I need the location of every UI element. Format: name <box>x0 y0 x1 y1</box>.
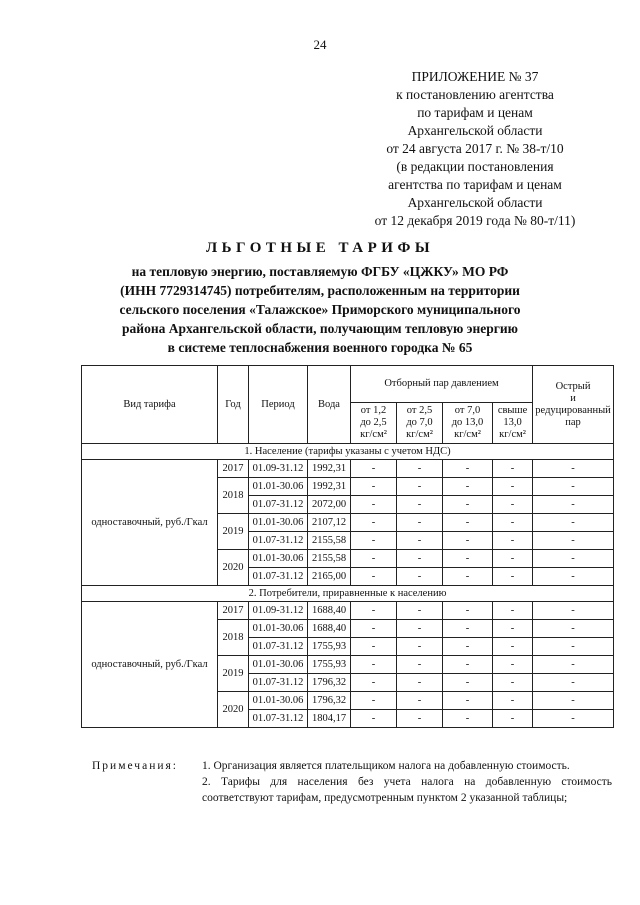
subtitle-line: сельского поселения «Талажское» Приморского муниципального <box>119 302 521 317</box>
water-tariff-cell: 2155,58 <box>308 532 351 550</box>
empty-tariff-cell: - <box>397 656 443 674</box>
empty-tariff-cell: - <box>533 674 614 692</box>
header-line: кг/см² <box>360 429 387 440</box>
appendix-line: (в редакции постановления <box>396 159 554 174</box>
note-item: 1. Организация является плательщиком налога на добавленную стоимость. <box>202 760 570 772</box>
water-tariff-cell: 1688,40 <box>308 620 351 638</box>
header-line: кг/см² <box>454 429 481 440</box>
period-cell: 01.07-31.12 <box>249 532 308 550</box>
water-tariff-cell: 1992,31 <box>308 460 351 478</box>
empty-tariff-cell: - <box>533 550 614 568</box>
period-cell: 01.01-30.06 <box>249 478 308 496</box>
period-cell: 01.01-30.06 <box>249 514 308 532</box>
empty-tariff-cell: - <box>351 514 397 532</box>
empty-tariff-cell: - <box>351 656 397 674</box>
header-sharp-line: и <box>570 392 576 404</box>
water-tariff-cell: 1992,31 <box>308 478 351 496</box>
empty-tariff-cell: - <box>493 478 533 496</box>
document-title: ЛЬГОТНЫЕ ТАРИФЫ <box>205 240 435 256</box>
section-title: 1. Население (тарифы указаны с учетом НДС) <box>82 444 614 460</box>
tariff-type-cell: одноставочный, руб./Гкал <box>82 460 218 586</box>
empty-tariff-cell: - <box>397 602 443 620</box>
year-cell: 2017 <box>218 460 249 478</box>
empty-tariff-cell: - <box>443 514 493 532</box>
empty-tariff-cell: - <box>397 496 443 514</box>
empty-tariff-cell: - <box>351 568 397 586</box>
header-line: до 2,5 <box>360 417 387 428</box>
header-line: от 1,2 <box>360 405 387 416</box>
empty-tariff-cell: - <box>351 550 397 568</box>
empty-tariff-cell: - <box>493 496 533 514</box>
empty-tariff-cell: - <box>397 532 443 550</box>
appendix-line: от 12 декабря 2019 года № 80-т/11) <box>374 213 576 228</box>
header-year: Год <box>218 366 249 444</box>
header-line: от 2,5 <box>406 405 433 416</box>
empty-tariff-cell: - <box>533 478 614 496</box>
appendix-line: агентства по тарифам и ценам <box>388 177 562 192</box>
period-cell: 01.01-30.06 <box>249 620 308 638</box>
period-cell: 01.07-31.12 <box>249 496 308 514</box>
empty-tariff-cell: - <box>493 656 533 674</box>
empty-tariff-cell: - <box>493 550 533 568</box>
empty-tariff-cell: - <box>533 496 614 514</box>
empty-tariff-cell: - <box>533 532 614 550</box>
section-title: 2. Потребители, приравненные к населению <box>82 586 614 602</box>
empty-tariff-cell: - <box>351 602 397 620</box>
subtitle-line: (ИНН 7729314745) потребителям, расположенным на территории <box>120 283 520 298</box>
header-line: до 7,0 <box>406 417 433 428</box>
year-cell: 2020 <box>218 692 249 728</box>
water-tariff-cell: 2165,00 <box>308 568 351 586</box>
empty-tariff-cell: - <box>397 674 443 692</box>
tariff-type-cell: одноставочный, руб./Гкал <box>82 602 218 728</box>
empty-tariff-cell: - <box>533 656 614 674</box>
empty-tariff-cell: - <box>443 568 493 586</box>
empty-tariff-cell: - <box>397 514 443 532</box>
empty-tariff-cell: - <box>397 478 443 496</box>
period-cell: 01.01-30.06 <box>249 656 308 674</box>
subtitle-line: на тепловую энергию, поставляемую ФГБУ «ЦЖКУ» МО РФ <box>131 264 509 279</box>
empty-tariff-cell: - <box>351 478 397 496</box>
period-cell: 01.07-31.12 <box>249 674 308 692</box>
year-cell: 2019 <box>218 656 249 692</box>
empty-tariff-cell: - <box>397 568 443 586</box>
header-tariff-type: Вид тарифа <box>82 366 218 444</box>
empty-tariff-cell: - <box>443 638 493 656</box>
year-cell: 2020 <box>218 550 249 586</box>
period-cell: 01.07-31.12 <box>249 638 308 656</box>
notes-block <box>92 758 612 806</box>
year-cell: 2018 <box>218 478 249 514</box>
empty-tariff-cell: - <box>493 638 533 656</box>
water-tariff-cell: 1804,17 <box>308 710 351 728</box>
empty-tariff-cell: - <box>493 514 533 532</box>
empty-tariff-cell: - <box>351 692 397 710</box>
document-subtitle <box>80 262 560 357</box>
empty-tariff-cell: - <box>443 602 493 620</box>
note-item: 2. Тарифы для населения без учета налога на добавленную стоимость соответствуют тарифам, предусмотренным пунктом 2 указанной таблицы; <box>202 776 612 804</box>
empty-tariff-cell: - <box>533 602 614 620</box>
water-tariff-cell: 2072,00 <box>308 496 351 514</box>
water-tariff-cell: 1796,32 <box>308 692 351 710</box>
period-cell: 01.07-31.12 <box>249 710 308 728</box>
period-cell: 01.01-30.06 <box>249 692 308 710</box>
empty-tariff-cell: - <box>397 692 443 710</box>
empty-tariff-cell: - <box>443 710 493 728</box>
empty-tariff-cell: - <box>351 638 397 656</box>
water-tariff-cell: 1755,93 <box>308 656 351 674</box>
year-cell: 2019 <box>218 514 249 550</box>
header-water: Вода <box>308 366 351 444</box>
empty-tariff-cell: - <box>443 460 493 478</box>
header-sharp-line: пар <box>565 416 581 428</box>
appendix-line: Архангельской области <box>407 123 543 138</box>
empty-tariff-cell: - <box>443 656 493 674</box>
empty-tariff-cell: - <box>351 620 397 638</box>
header-line: 13,0 <box>503 417 522 428</box>
header-line: от 7,0 <box>454 405 481 416</box>
period-cell: 01.09-31.12 <box>249 602 308 620</box>
empty-tariff-cell: - <box>351 674 397 692</box>
period-cell: 01.01-30.06 <box>249 550 308 568</box>
appendix-line: к постановлению агентства <box>396 87 554 102</box>
empty-tariff-cell: - <box>493 710 533 728</box>
empty-tariff-cell: - <box>493 692 533 710</box>
empty-tariff-cell: - <box>493 602 533 620</box>
tariff-table <box>81 365 614 728</box>
header-period: Период <box>249 366 308 444</box>
water-tariff-cell: 2107,12 <box>308 514 351 532</box>
empty-tariff-cell: - <box>443 478 493 496</box>
appendix-line: от 24 августа 2017 г. № 38-т/10 <box>386 141 564 156</box>
empty-tariff-cell: - <box>533 460 614 478</box>
header-sharp-line: редуцированный <box>535 404 611 416</box>
header-steam-col <box>443 403 493 444</box>
empty-tariff-cell: - <box>351 496 397 514</box>
empty-tariff-cell: - <box>351 460 397 478</box>
empty-tariff-cell: - <box>397 550 443 568</box>
empty-tariff-cell: - <box>533 710 614 728</box>
empty-tariff-cell: - <box>443 550 493 568</box>
water-tariff-cell: 1796,32 <box>308 674 351 692</box>
empty-tariff-cell: - <box>533 620 614 638</box>
empty-tariff-cell: - <box>351 532 397 550</box>
empty-tariff-cell: - <box>397 710 443 728</box>
header-line: до 13,0 <box>451 417 484 428</box>
empty-tariff-cell: - <box>443 620 493 638</box>
header-line: кг/см² <box>499 429 526 440</box>
header-sharp-line: Острый <box>555 380 591 392</box>
header-sharp-steam <box>533 366 614 444</box>
empty-tariff-cell: - <box>493 674 533 692</box>
empty-tariff-cell: - <box>493 620 533 638</box>
empty-tariff-cell: - <box>443 496 493 514</box>
empty-tariff-cell: - <box>493 568 533 586</box>
year-cell: 2018 <box>218 620 249 656</box>
header-steam-group: Отборный пар давлением <box>351 366 533 403</box>
water-tariff-cell: 1688,40 <box>308 602 351 620</box>
water-tariff-cell: 1755,93 <box>308 638 351 656</box>
appendix-block <box>340 68 610 230</box>
empty-tariff-cell: - <box>397 460 443 478</box>
header-line: свыше <box>497 405 528 416</box>
empty-tariff-cell: - <box>443 674 493 692</box>
table-row <box>82 460 614 478</box>
table-row <box>82 602 614 620</box>
empty-tariff-cell: - <box>533 638 614 656</box>
empty-tariff-cell: - <box>397 620 443 638</box>
empty-tariff-cell: - <box>533 692 614 710</box>
empty-tariff-cell: - <box>533 514 614 532</box>
period-cell: 01.09-31.12 <box>249 460 308 478</box>
header-steam-col <box>351 403 397 444</box>
header-steam-col <box>493 403 533 444</box>
period-cell: 01.07-31.12 <box>249 568 308 586</box>
empty-tariff-cell: - <box>443 532 493 550</box>
subtitle-line: в системе теплоснабжения военного городка № 65 <box>167 340 473 355</box>
appendix-line: Архангельской области <box>407 195 543 210</box>
empty-tariff-cell: - <box>443 692 493 710</box>
empty-tariff-cell: - <box>397 638 443 656</box>
notes-label: Примечания: <box>92 760 178 772</box>
header-line: кг/см² <box>406 429 433 440</box>
water-tariff-cell: 2155,58 <box>308 550 351 568</box>
page-number: 24 <box>313 37 327 52</box>
subtitle-line: района Архангельской области, получающим тепловую энергию <box>122 321 518 336</box>
appendix-line: по тарифам и ценам <box>417 105 533 120</box>
empty-tariff-cell: - <box>351 710 397 728</box>
empty-tariff-cell: - <box>493 460 533 478</box>
empty-tariff-cell: - <box>493 532 533 550</box>
appendix-line: ПРИЛОЖЕНИЕ № 37 <box>411 69 539 84</box>
header-steam-col <box>397 403 443 444</box>
empty-tariff-cell: - <box>533 568 614 586</box>
year-cell: 2017 <box>218 602 249 620</box>
